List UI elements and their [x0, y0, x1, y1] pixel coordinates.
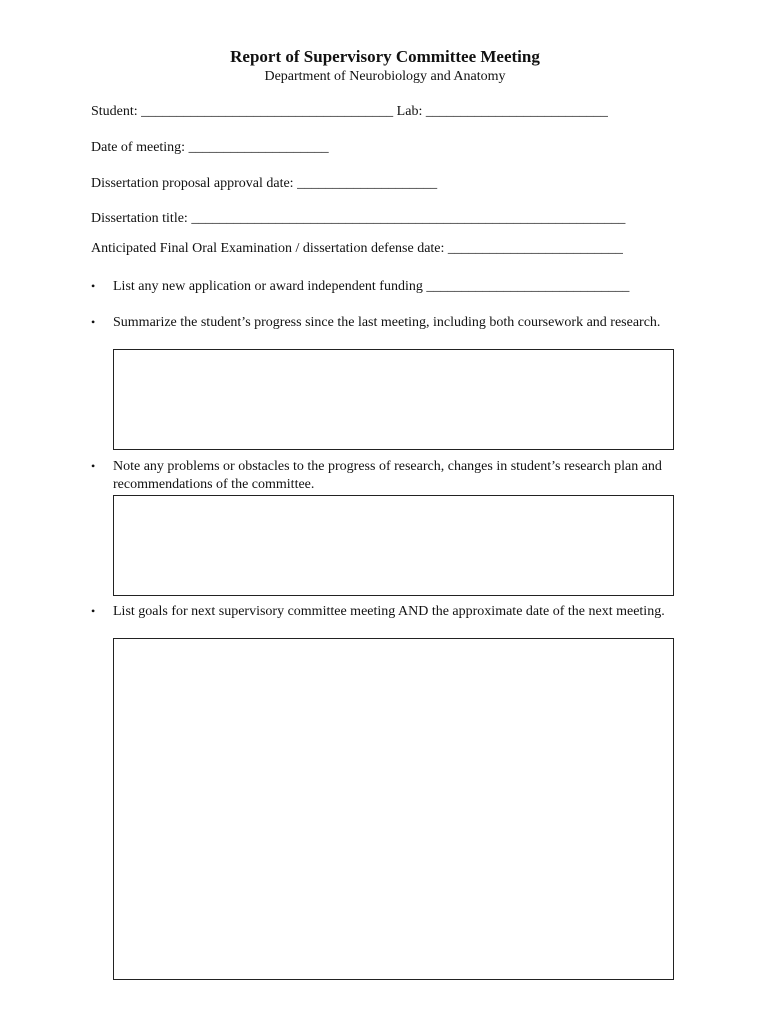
dissertation-title-field[interactable]: ______________________________________________________________ [191, 211, 626, 226]
defense-date-line [91, 241, 623, 257]
date-of-meeting-field[interactable]: ____________________ [188, 140, 329, 155]
dissertation-title-label: Dissertation title: [91, 211, 188, 226]
lab-label: Lab: [396, 104, 423, 119]
funding-text: List any new application or award independent funding [113, 279, 423, 294]
student-lab-line [91, 104, 608, 120]
progress-text: Summarize the student’s progress since the last meeting, including both coursework and research. [113, 315, 661, 330]
goals-textbox[interactable] [113, 638, 674, 980]
goals-text: List goals for next supervisory committee meeting AND the approximate date of the next meeting. [113, 604, 665, 619]
page-title: Report of Supervisory Committee Meeting [230, 47, 540, 66]
defense-date-label: Anticipated Final Oral Examination / dissertation defense date: [91, 241, 445, 256]
funding-field[interactable]: _____________________________ [426, 279, 630, 294]
bullet-icon: • [91, 315, 96, 329]
student-label: Student: [91, 104, 138, 119]
progress-item [91, 314, 681, 354]
proposal-approval-field[interactable]: ____________________ [297, 176, 438, 191]
bullet-icon: • [91, 459, 96, 473]
lab-field[interactable]: __________________________ [425, 104, 608, 119]
date-of-meeting-label: Date of meeting: [91, 140, 186, 155]
student-field[interactable]: ____________________________________ [141, 104, 394, 119]
proposal-approval-label: Dissertation proposal approval date: [91, 176, 294, 191]
dissertation-title-line [91, 211, 625, 227]
date-of-meeting-line [91, 140, 329, 156]
funding-item [91, 278, 681, 298]
department-subtitle: Department of Neurobiology and Anatomy [264, 69, 506, 84]
progress-textbox[interactable] [113, 349, 674, 450]
bullet-icon: • [91, 279, 96, 293]
problems-textbox[interactable] [113, 495, 674, 596]
proposal-approval-line [91, 176, 437, 192]
problems-text: Note any problems or obstacles to the progress of research, changes in student’s research plan and recommendations of the committee. [113, 459, 662, 492]
bullet-icon: • [91, 604, 96, 618]
problems-item [91, 458, 681, 498]
defense-date-field[interactable]: _________________________ [447, 241, 623, 256]
goals-item [91, 603, 681, 643]
